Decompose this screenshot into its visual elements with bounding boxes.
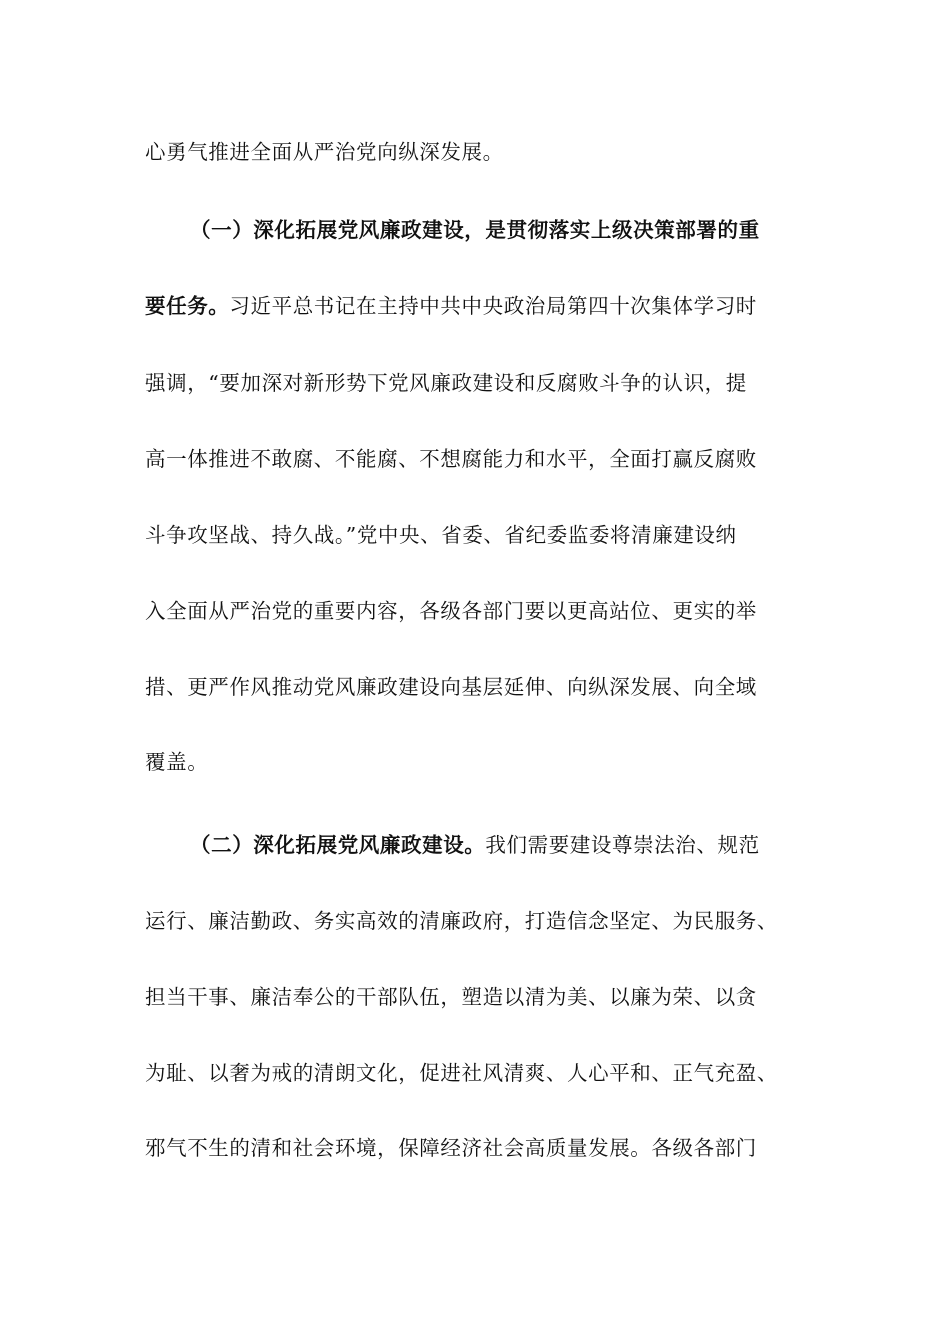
line-text: 为耻、以奢为戒的清朗文化，促进社风清爽、人心平和、正气充盈、 bbox=[145, 1061, 778, 1085]
text-line-7 bbox=[145, 591, 825, 631]
text-line-3 bbox=[145, 286, 825, 326]
text-line-14 bbox=[145, 1128, 825, 1168]
line-text: 运行、廉洁勤政、务实高效的清廉政府，打造信念坚定、为民服务、 bbox=[145, 909, 778, 933]
line-text: 覆盖。 bbox=[145, 750, 209, 774]
line-text: 心勇气推进全面从严治党向纵深发展。 bbox=[145, 140, 504, 164]
text-line-9 bbox=[145, 742, 825, 782]
text-line-12 bbox=[145, 977, 825, 1017]
heading-text: （一）深化拓展党风廉政建设，是贯彻落实上级决策部署的重 bbox=[190, 218, 760, 242]
line-text: 担当干事、廉洁奉公的干部队伍，塑造以清为美、以廉为荣、以贪 bbox=[145, 985, 757, 1009]
line-text: 习近平总书记在主持中共中央政治局第四十次集体学习时 bbox=[229, 294, 757, 318]
line-text: 邪气不生的清和社会环境，保障经济社会高质量发展。各级各部门 bbox=[145, 1136, 757, 1160]
line-text: 强调，“要加深对新形势下党风廉政建设和反腐败斗争的认识，提 bbox=[145, 371, 747, 395]
line-text: 我们需要建设尊崇法治、规范 bbox=[485, 833, 760, 857]
text-line-8 bbox=[145, 667, 825, 707]
heading-text: 要任务。 bbox=[145, 294, 230, 318]
section-heading-2 bbox=[190, 825, 870, 865]
line-text: 高一体推进不敢腐、不能腐、不想腐能力和水平，全面打赢反腐败 bbox=[145, 447, 757, 471]
text-line-11 bbox=[145, 901, 825, 941]
line-text: 斗争攻坚战、持久战。”党中央、省委、省纪委监委将清廉建设纳 bbox=[145, 523, 737, 547]
text-line-5 bbox=[145, 439, 825, 479]
text-line-13 bbox=[145, 1053, 825, 1093]
line-text: 入全面从严治党的重要内容，各级各部门要以更高站位、更实的举 bbox=[145, 599, 757, 623]
heading-text: （二）深化拓展党风廉政建设。 bbox=[190, 833, 486, 857]
text-line-6 bbox=[145, 515, 825, 555]
section-heading-1 bbox=[190, 210, 870, 250]
line-text: 措、更严作风推动党风廉政建设向基层延伸、向纵深发展、向全域 bbox=[145, 675, 757, 699]
text-line-1 bbox=[145, 132, 825, 172]
text-line-4 bbox=[145, 363, 825, 403]
